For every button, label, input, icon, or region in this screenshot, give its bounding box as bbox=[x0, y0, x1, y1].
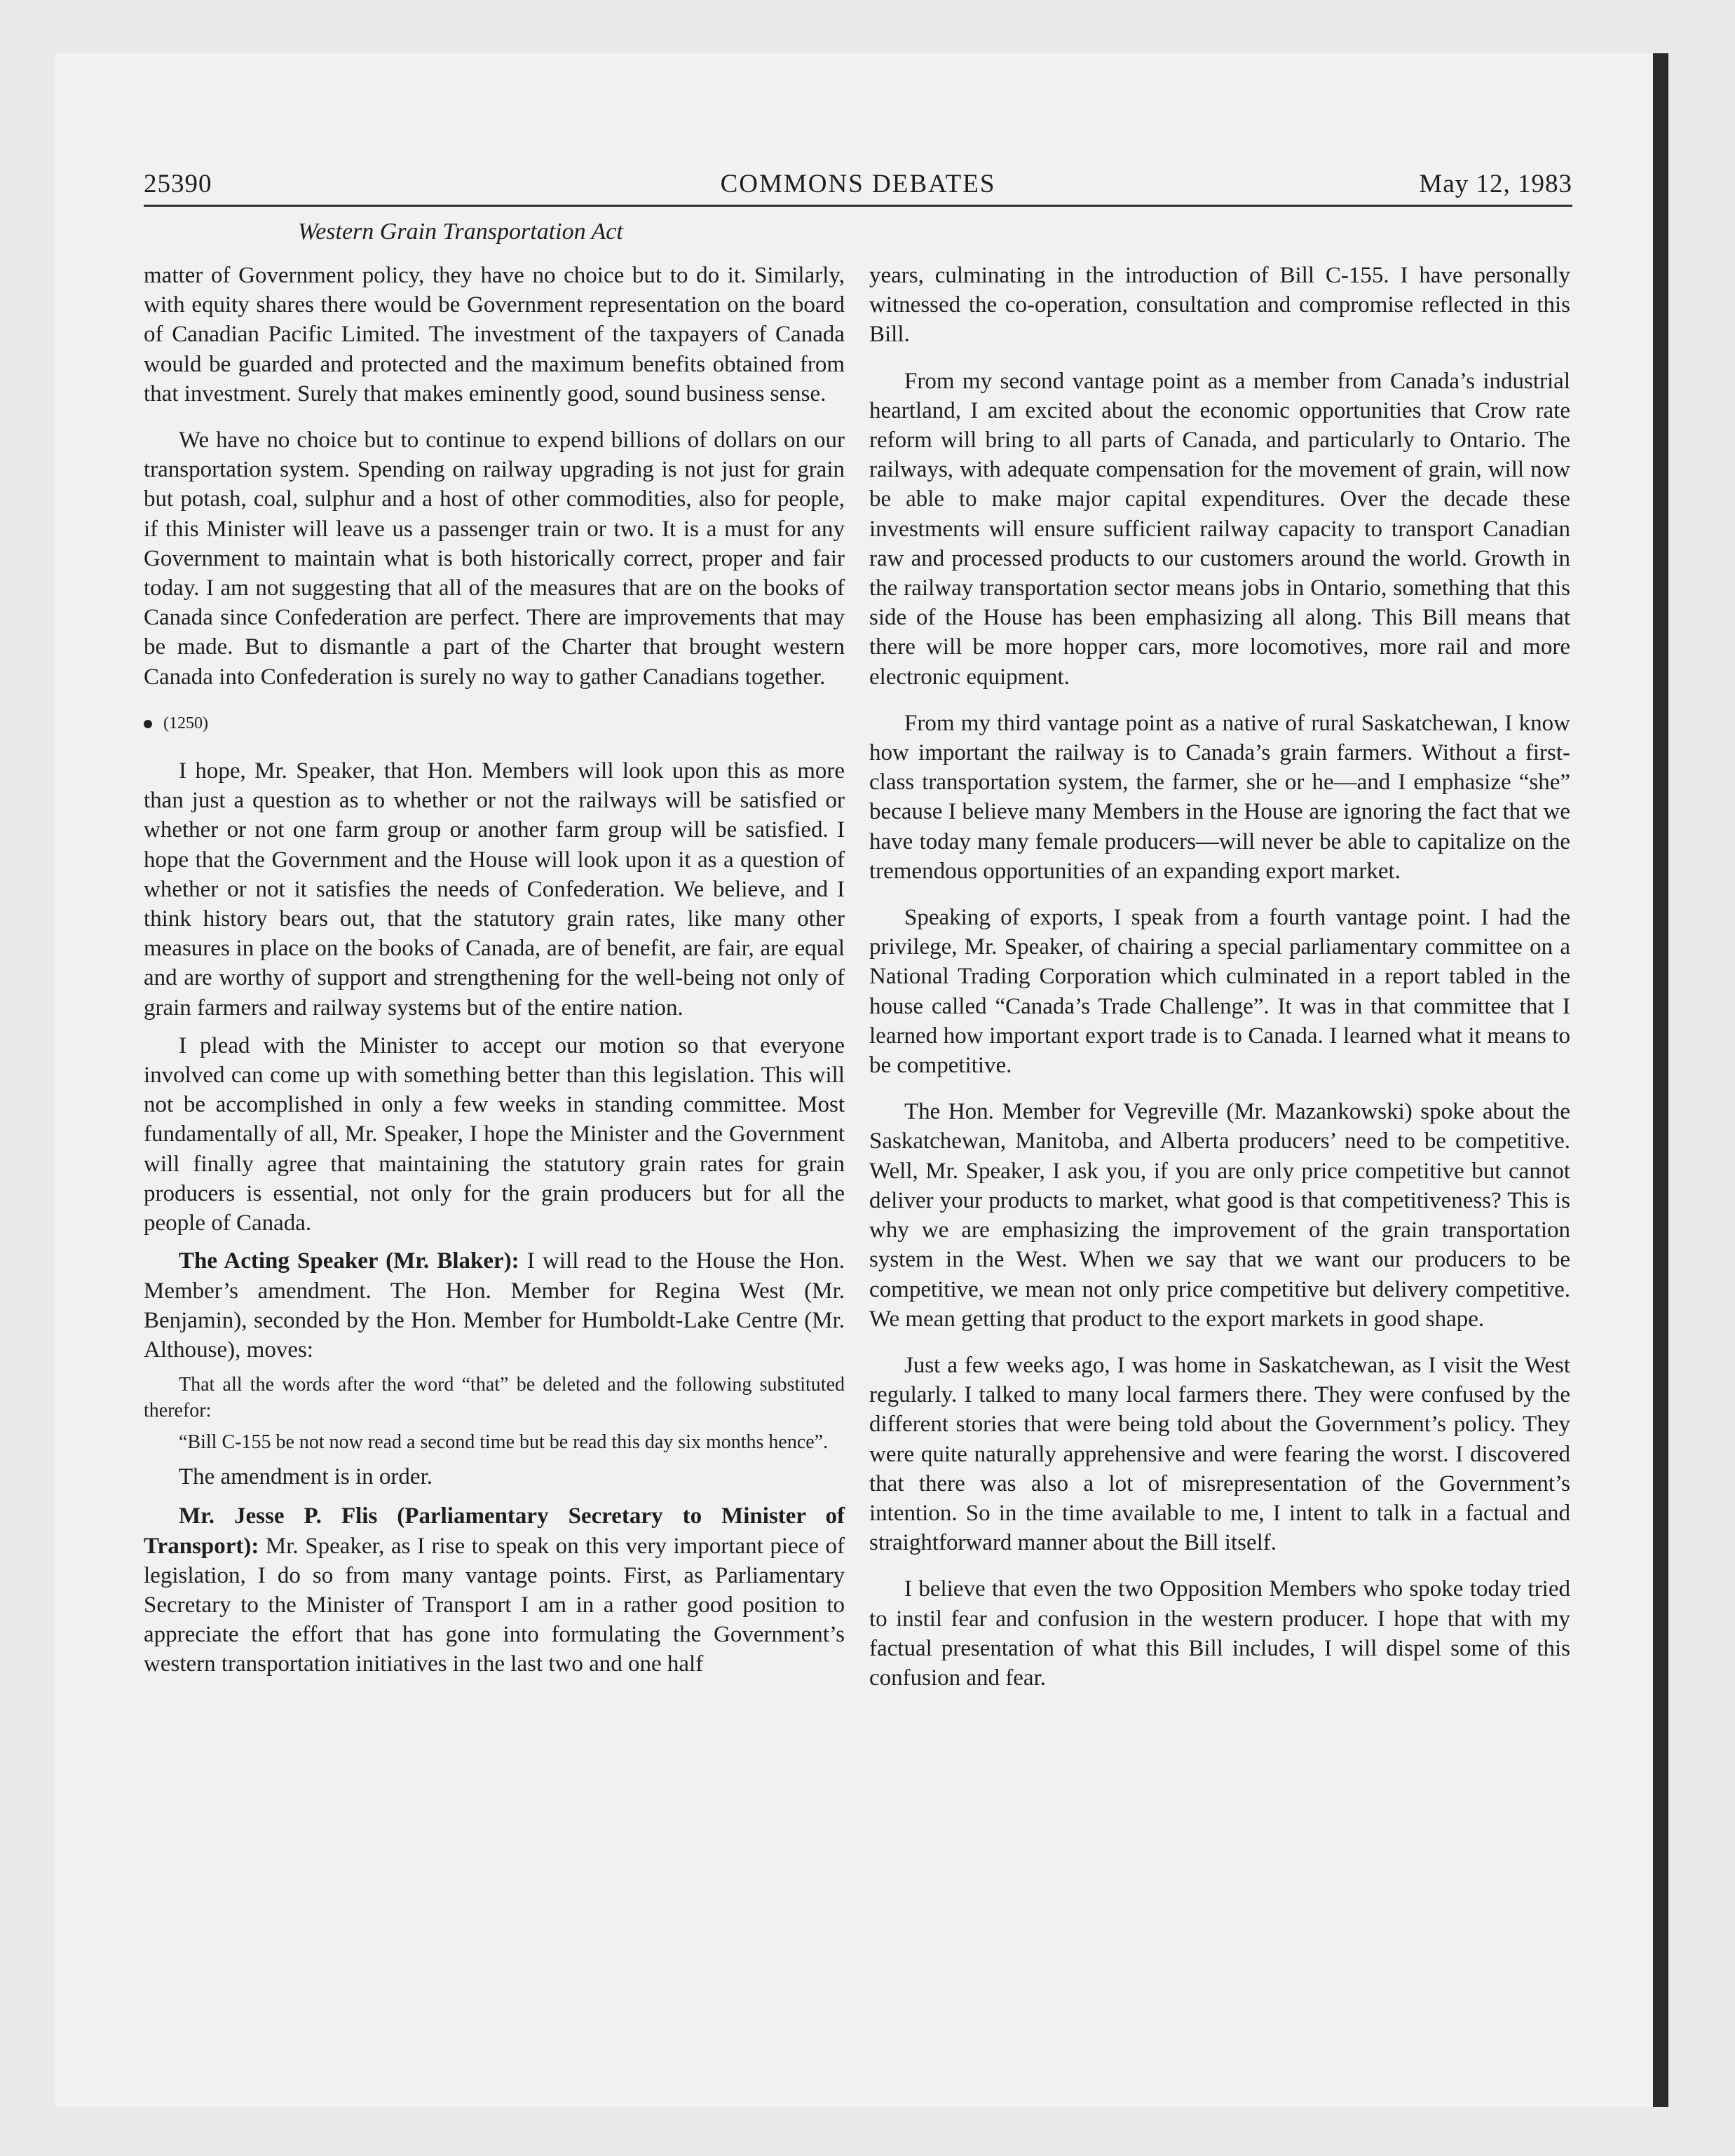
page-header bbox=[144, 161, 1572, 207]
paragraph: The Hon. Member for Vegreville (Mr. Mazankowski) spoke about the Saskatchewan, Manitoba, and Alberta producers’ need to be competitive. Well, Mr. Speaker, I ask you, if you are only price competitive but cannot deliver your products to market, what good is that competitiveness? This is why we are emphasizing the improvement of the grain transportation system in the West. When we say that we want our producers to be competitive, we mean not only price competitive but delivery competitive. We mean getting that product to the export markets in good shape. bbox=[869, 1099, 1570, 1332]
left-column bbox=[144, 261, 845, 1679]
paragraph: We have no choice but to continue to expend billions of dollars on our transportation system. Spending on railway upgrading is not just for grain but potash, coal, sulphur and a host of other commodities, also for people, if this Minister will leave us a passenger train or two. It is a must for any Government to maintain what is both historically correct, proper and fair today. I am not suggesting that all of the measures that are on the books of Canada since Confederation are perfect. There are improvements that may be made. But to dismantle a part of the Charter that brought western Canada into Confederation is surely no way to gather Canadians together. bbox=[144, 428, 845, 690]
paragraph: From my second vantage point as a member from Canada’s industrial heartland, I am excited about the economic opportunities that Crow rate reform will bring to all parts of Canada, and particularly to Ontario. The railways, with adequate compensation for the movement of grain, will now be able to make major capital expenditures. Over the decade these investments will ensure sufficient railway capacity to transport Canadian raw and processed products to our customers around the world. Growth in the railway transportation sector means jobs in Ontario, something that this side of the House has been emphasizing all along. This Bill means that there will be more hopper cars, more locomotives, more rail and more electronic equipment. bbox=[869, 368, 1570, 690]
paragraph: I believe that even the two Opposition Members who spoke today tried to instil fear and confusion in the western producer. I hope that with my factual presentation of what this Bill includes, I will dispel some of this confusion and fear. bbox=[869, 1576, 1570, 1691]
paragraph: matter of Government policy, they have no choice but to do it. Similarly, with equity shares there would be Government representation on the board of Canadian Pacific Limited. The investment of the taxpayers of Canada would be guarded and protected and the maximum benefits obtained from that investment. Surely that makes eminently good, sound business sense. bbox=[144, 263, 845, 407]
bullet-icon bbox=[144, 720, 152, 728]
paragraph: I hope, Mr. Speaker, that Hon. Members will look upon this as more than just a question as to whether or not the railways will be satisfied or whether or not one farm group or another farm group will be satisfied. I hope that the Government and the House will look upon it as a question of whether or not it satisfies the needs of Confederation. We believe, and I think history bears out, that the statutory grain rates, like many other measures in place on the books of Canada, are of benefit, are fair, are equal and are worthy of support and strengthening for the well-being not only of grain farmers and railway systems but of the entire nation. bbox=[144, 758, 845, 1021]
page-number: 25390 bbox=[144, 170, 212, 198]
paragraph: The amendment is in order. bbox=[179, 1464, 433, 1490]
publication-date: May 12, 1983 bbox=[1419, 170, 1572, 198]
time-marker: (1250) bbox=[144, 709, 845, 738]
binding-edge bbox=[1653, 53, 1668, 2107]
paragraph: From my third vantage point as a native of rural Saskatchewan, I know how important the railway is to Canada’s grain farmers. Without a first-class transportation system, the farmer, she or he—and I emphasize “she” because I believe many Members in the House are ignoring the fact that we have today many female producers—will never be able to capitalize on the tremendous opportunities of an expanding export market. bbox=[869, 710, 1570, 884]
speaker-name: The Acting Speaker (Mr. Blaker): bbox=[179, 1248, 519, 1274]
publication-title: COMMONS DEBATES bbox=[720, 170, 996, 198]
paragraph: Just a few weeks ago, I was home in Saskatchewan, as I visit the West regularly. I talked to many local farmers there. They were confused by the different stories that were being told about the Government’s policy. They were quite naturally apprehensive and were fearing the worst. I discovered that there was also a lot of misrepresentation of the Government’s intention. So in the time available to me, I intent to talk in a factual and straightforward manner about the Bill itself. bbox=[869, 1352, 1570, 1556]
motion-text: That all the words after the word “that” be deleted and the following substituted therefor: bbox=[144, 1374, 845, 1422]
right-column bbox=[869, 261, 1570, 1693]
speaker-paragraph: Mr. Jesse P. Flis (Parliamentary Secretary to Minister of Transport): Mr. Speaker, as I rise to speak on this very important piece of legislation, I do so from many vantage points. First, as Parliamentary Secretary to the Minister of Transport I am in a rather good position to appreciate the effort that has gone into formulating the Government’s western transportation initiatives in the last two and one half bbox=[144, 1503, 845, 1677]
motion-quote: “Bill C-155 be not now read a second time but be read this day six months hence”. bbox=[179, 1431, 829, 1454]
paragraph: Speaking of exports, I speak from a fourth vantage point. I had the privilege, Mr. Speaker, of chairing a special parliamentary committee on a National Trading Corporation which culminated in a report tabled in the house called “Canada’s Trade Challenge”. It was in that committee that I learned how important export trade is to Canada. I learned what it means to be competitive. bbox=[869, 905, 1570, 1079]
speaker-name: Mr. Jesse P. Flis (Parliamentary Secretary to Minister of Transport): bbox=[144, 1503, 845, 1559]
paragraph: I plead with the Minister to accept our motion so that everyone involved can come up with something better than this legislation. This will not be accomplished in only a few weeks in standing committee. Most fundamentally of all, Mr. Speaker, I hope the Minister and the Government will finally agree that maintaining the statutory grain rates for grain producers is essential, not only for the grain producers but for all the people of Canada. bbox=[144, 1032, 845, 1236]
speaker-paragraph: The Acting Speaker (Mr. Blaker): I will read to the House the Hon. Member’s amendment. The Hon. Member for Regina West (Mr. Benjamin), seconded by the Hon. Member for Humboldt-Lake Centre (Mr. Althouse), moves: bbox=[144, 1248, 845, 1363]
paragraph: years, culminating in the introduction of Bill C-155. I have personally witnessed the co-operation, consultation and compromise reflected in this Bill. bbox=[869, 263, 1570, 348]
running-head: Western Grain Transportation Act bbox=[298, 219, 623, 245]
